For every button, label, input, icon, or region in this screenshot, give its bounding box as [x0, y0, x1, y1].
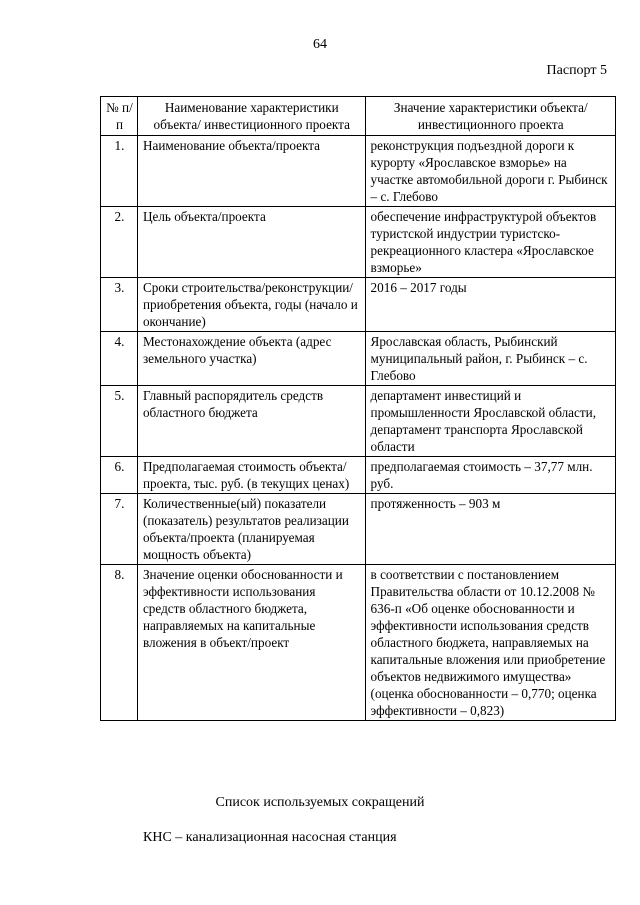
row-value: реконструкция подъездной дороги к курорту «Ярославское взморье» на участке автомобильной дороги г. Рыбинск – с. Глебово: [365, 136, 615, 207]
header-num: № п/п: [101, 97, 138, 136]
table-header-row: [101, 97, 616, 136]
page-number: 64: [313, 37, 327, 52]
row-name: Предполагаемая стоимость объекта/проекта, тыс. руб. (в текущих ценах): [137, 457, 365, 494]
row-value: в соответствии с постановлением Правительства области от 10.12.2008 № 636-п «Об оценке обоснованности и эффективности использования средств областного бюджета, направляемых на капитальные вложения или приобретение объектов недвижимого имущества» (оценка обоснованности – 0,770; оценка эффективности – 0,823): [365, 565, 615, 721]
row-name: Наименование объекта/проекта: [137, 136, 365, 207]
table-row: [101, 136, 616, 207]
passport-table: [100, 96, 616, 721]
row-name: Сроки строительства/реконструкции/приобретения объекта, годы (начало и окончание): [137, 278, 365, 332]
row-num: 5.: [101, 386, 138, 457]
table-row: [101, 386, 616, 457]
passport-label: Паспорт 5: [546, 63, 607, 78]
table-row: [101, 207, 616, 278]
table-row: [101, 332, 616, 386]
header-name: Наименование характеристики объекта/ инвестиционного проекта: [137, 97, 365, 136]
row-name: Цель объекта/проекта: [137, 207, 365, 278]
row-name: Значение оценки обоснованности и эффективности использования средств областного бюджета, направляемых на капитальные вложения в объект/проект: [137, 565, 365, 721]
table-row: [101, 565, 616, 721]
row-num: 8.: [101, 565, 138, 721]
row-name: Местонахождение объекта (адрес земельного участка): [137, 332, 365, 386]
row-value: предполагаемая стоимость – 37,77 млн. руб.: [365, 457, 615, 494]
row-num: 3.: [101, 278, 138, 332]
row-num: 2.: [101, 207, 138, 278]
row-num: 7.: [101, 494, 138, 565]
row-name: Главный распорядитель средств областного бюджета: [137, 386, 365, 457]
row-value: Ярославская область, Рыбинский муниципальный район, г. Рыбинск – с. Глебово: [365, 332, 615, 386]
table-row: [101, 457, 616, 494]
row-value: обеспечение инфраструктурой объектов туристской индустрии туристско-рекреационного кластера «Ярославское взморье»: [365, 207, 615, 278]
abbreviation-item: КНС – канализационная насосная станция: [143, 830, 397, 845]
row-value: протяженность – 903 м: [365, 494, 615, 565]
abbreviations-title: Список используемых сокращений: [215, 795, 425, 810]
row-num: 6.: [101, 457, 138, 494]
row-name: Количественные(ый) показатели (показатель) результатов реализации объекта/проекта (планируемая мощность объекта): [137, 494, 365, 565]
table-row: [101, 494, 616, 565]
row-value: 2016 – 2017 годы: [365, 278, 615, 332]
row-num: 1.: [101, 136, 138, 207]
table-row: [101, 278, 616, 332]
row-num: 4.: [101, 332, 138, 386]
row-value: департамент инвестиций и промышленности Ярославской области, департамент транспорта Ярославской области: [365, 386, 615, 457]
header-value: Значение характеристики объекта/ инвестиционного проекта: [365, 97, 615, 136]
